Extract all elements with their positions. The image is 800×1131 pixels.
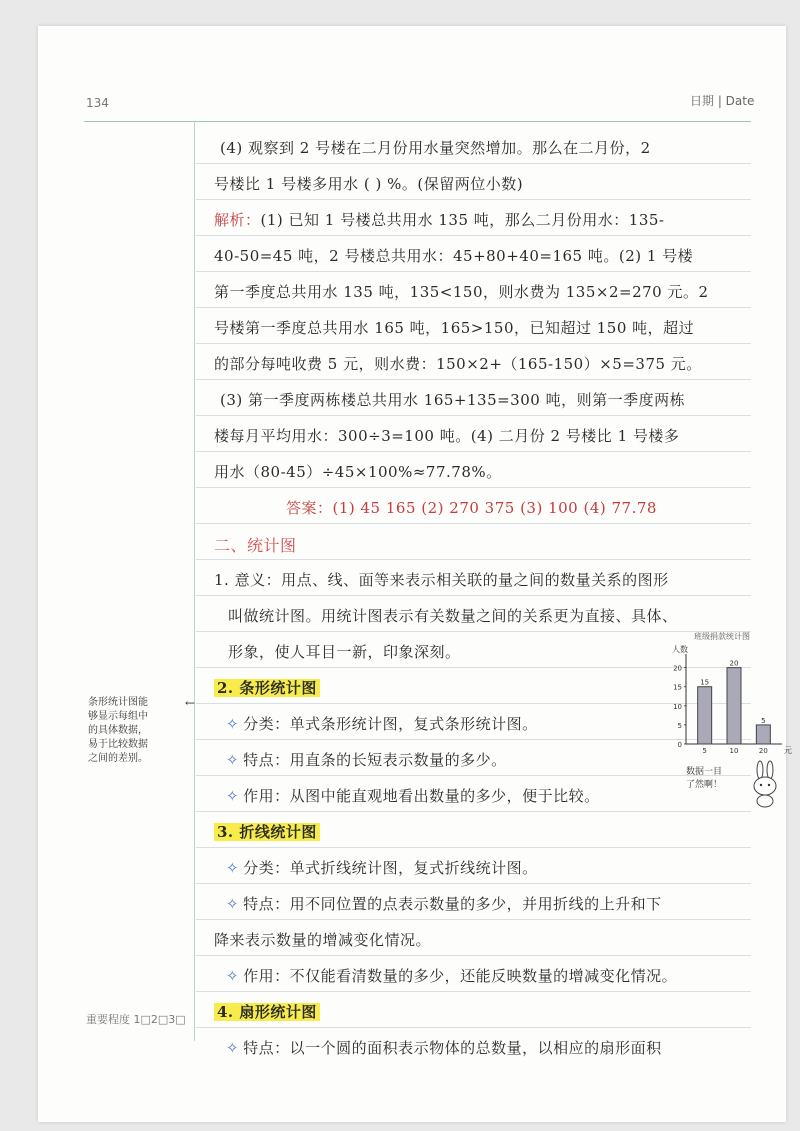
ruled-line	[196, 775, 751, 776]
star-bullet-icon: ✧	[226, 751, 240, 769]
star-bullet-icon: ✧	[226, 967, 240, 985]
bar-value-label: 5	[761, 716, 766, 725]
analysis-line-6: (3) 第一季度两栋楼总共用水 165+135=300 吨，则第一季度两栋	[220, 391, 686, 409]
ruled-line	[196, 343, 751, 344]
left-arrow-icon: ←	[185, 696, 196, 710]
header-rule	[84, 121, 751, 122]
ruled-line	[196, 163, 751, 164]
ruled-line	[196, 559, 751, 560]
y-axis-label: 人数	[672, 645, 688, 654]
pie-chart-feature: 特点：以一个圆的面积表示物体的总数量，以相应的扇形面积	[243, 1039, 662, 1057]
margin-note-line: 之间的差别。	[88, 753, 148, 764]
ruled-line	[196, 271, 751, 272]
date-label: 日期 | Date	[690, 94, 755, 108]
ruled-line	[196, 523, 751, 524]
chart-title: 班级捐款统计图	[694, 632, 750, 641]
bar	[698, 687, 712, 744]
pie-chart-heading: 4. 扇形统计图	[214, 1003, 320, 1021]
margin-rule	[194, 121, 195, 1041]
analysis-line-4: 号楼第一季度总共用水 165 吨，165>150，已知超过 150 吨，超过	[214, 319, 695, 337]
margin-note	[88, 696, 196, 766]
ruled-line	[196, 1027, 751, 1028]
ruled-line	[196, 883, 751, 884]
ruled-line	[196, 235, 751, 236]
analysis-line-2: 40-50=45 吨，2 号楼总共用水：45+80+40=165 吨。(2) 1 号楼	[214, 247, 694, 265]
x-tick-label: 10	[729, 747, 739, 755]
line-chart-feature-1: 特点：用不同位置的点表示数量的多少，并用折线的上升和下	[243, 895, 662, 913]
margin-note-line: 易于比较数据	[88, 739, 148, 750]
analysis-line-1: (1) 已知 1 号楼总共用水 135 吨，那么二月份用水：135-	[260, 211, 665, 229]
x-tick-label: 5	[702, 747, 707, 755]
ruled-line	[196, 379, 751, 380]
margin-note-line: 的具体数据，	[88, 725, 148, 736]
margin-note-line: 条形统计图能	[88, 697, 148, 708]
analysis-line-3: 第一季度总共用水 135 吨，135<150，则水费为 135×2=270 元。2	[214, 283, 709, 301]
y-tick-label: 10	[673, 702, 682, 711]
question-4-line-1: (4) 观察到 2 号楼在二月份用水量突然增加。那么在二月份，2	[220, 139, 651, 157]
analysis-line-8: 用水（80-45）÷45×100%≈77.78%。	[214, 463, 502, 481]
bar-chart-classification: 分类：单式条形统计图，复式条形统计图。	[243, 715, 538, 733]
bar-value-label: 20	[729, 659, 739, 668]
y-tick-label: 15	[673, 683, 682, 692]
ruled-line	[196, 847, 751, 848]
ruled-line	[196, 919, 751, 920]
star-bullet-icon: ✧	[226, 859, 240, 877]
y-tick-label: 20	[673, 664, 682, 673]
rabbit-note	[686, 766, 722, 792]
ruled-line	[196, 991, 751, 992]
star-bullet-icon: ✧	[226, 1039, 240, 1057]
ruled-line	[196, 415, 751, 416]
line-chart-feature-2: 降来表示数量的增减变化情况。	[214, 931, 432, 949]
margin-note-line: 够显示每组中	[88, 711, 148, 722]
ruled-line	[196, 307, 751, 308]
x-axis-label: 元	[784, 746, 792, 755]
ruled-line	[196, 451, 751, 452]
analysis-line-5: 的部分每吨收费 5 元，则水费：150×2+（165-150）×5=375 元。	[214, 355, 702, 373]
bar	[756, 725, 770, 744]
rabbit-note-line: 数据一目	[686, 767, 723, 777]
meaning-line-1: 1. 意义：用点、线、面等来表示相关联的量之间的数量关系的图形	[214, 571, 669, 589]
star-bullet-icon: ✧	[226, 895, 240, 913]
line-chart-heading: 3. 折线统计图	[214, 823, 320, 841]
meaning-line-2: 叫做统计图。用统计图表示有关数量之间的关系更为直接、具体、	[228, 607, 678, 625]
bar-value-label: 15	[700, 678, 710, 687]
bar-chart-function: 作用：从图中能直观地看出数量的多少，便于比较。	[243, 787, 600, 805]
donation-bar-chart	[668, 644, 792, 758]
star-bullet-icon: ✧	[226, 715, 240, 733]
rabbit-note-line: 了然啊！	[686, 780, 723, 790]
question-4-line-2: 号楼比 1 号楼多用水 ( ) %。(保留两位小数)	[214, 175, 524, 193]
line-chart-classification: 分类：单式折线统计图，复式折线统计图。	[243, 859, 538, 877]
ruled-line	[196, 487, 751, 488]
y-tick-label: 5	[677, 721, 682, 730]
bar	[727, 668, 741, 744]
answer-line: 答案：(1) 45 165 (2) 270 375 (3) 100 (4) 77.78	[286, 499, 657, 517]
line-chart-function: 作用：不仅能看清数量的多少，还能反映数量的增减变化情况。	[243, 967, 678, 985]
rabbit-doodle-icon	[748, 760, 784, 808]
ruled-line	[196, 595, 751, 596]
y-tick-label: 0	[677, 741, 682, 749]
section-heading-statistics-charts: 二、统计图	[214, 536, 297, 555]
page-number: 134	[86, 96, 109, 110]
ruled-line	[196, 199, 751, 200]
importance-rating: 重要程度 1□2□3□	[86, 1013, 186, 1026]
meaning-line-3: 形象，使人耳目一新，印象深刻。	[228, 643, 461, 661]
ruled-line	[196, 955, 751, 956]
bar-chart-feature: 特点：用直条的长短表示数量的多少。	[243, 751, 507, 769]
ruled-line	[196, 631, 751, 632]
bar-chart-heading: 2. 条形统计图	[214, 679, 320, 697]
analysis-line-7: 楼每月平均用水：300÷3=100 吨。(4) 二月份 2 号楼比 1 号楼多	[214, 427, 680, 445]
star-bullet-icon: ✧	[226, 787, 240, 805]
ruled-line	[196, 811, 751, 812]
analysis-label: 解析：	[214, 211, 261, 229]
x-tick-label: 20	[758, 747, 768, 755]
